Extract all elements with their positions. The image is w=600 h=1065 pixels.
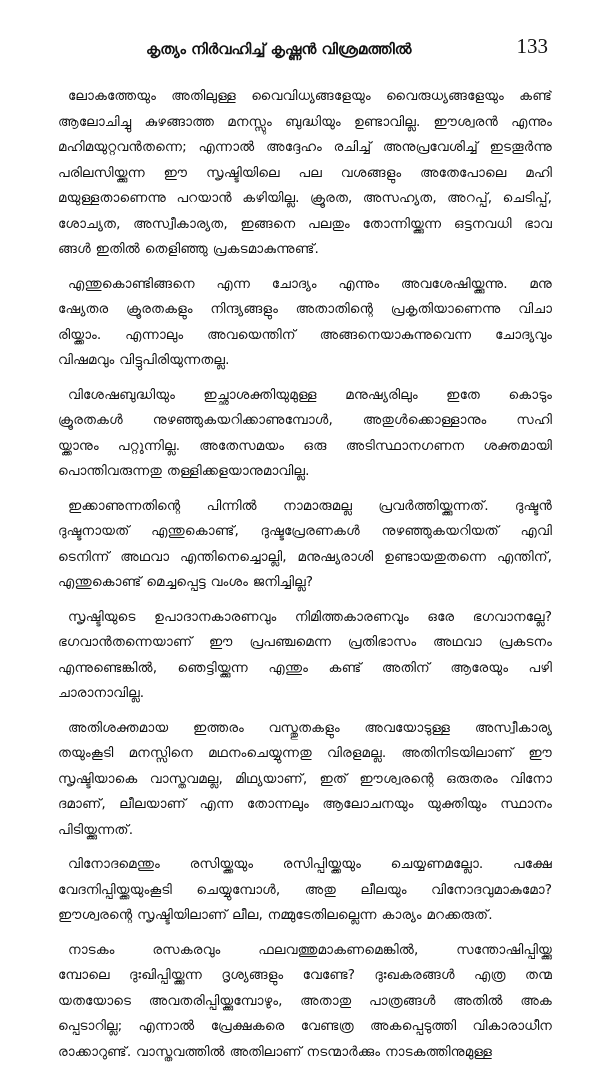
text-line: ങ്ങൾ ഇതിൽ തെളിഞ്ഞു പ്രകടമാകുന്നുണ്ട്. [58,237,552,263]
running-header [58,28,552,72]
text-line: ലോകത്തേയും അതിലുള്ള വൈവിധ്യങ്ങളേയും വൈരുധ്യങ്ങളേയും കണ്ട് [58,84,552,110]
text-line: ഈശ്വരന്റെ സൃഷ്ടിയിലാണ് ലീല, നമ്മുടേതിലല്ലെന്ന കാര്യം മറക്കരുത്. [58,903,552,929]
text-line: ഷ്യേതര ക്രൂരതകളും നിന്ദ്യങ്ങളും അതാതിന്റെ പ്രകൃതിയാണെന്നു വിചാ [58,297,552,323]
text-line: വിനോദമെന്തും രസിയ്ക്കയും രസിപ്പിയ്ക്കയും ചെയ്യണമല്ലോ. പക്ഷേ [58,852,552,878]
paragraph [58,716,552,844]
text-line: ചാരാനാവില്ല. [58,681,552,707]
text-line: പൊന്തിവരുന്നതു തള്ളിക്കളയാനുമാവില്ല. [58,459,552,485]
text-line: രിയ്ക്കാം. എന്നാലും അവയെന്തിന് അങ്ങനെയാകുന്നുവെന്ന ചോദ്യവും [58,323,552,349]
text-line: തയുംകൂടി മനസ്സിനെ മഥനംചെയ്യുന്നതു വിരളമല്ല. അതിനിടയിലാണ് ഈ [58,741,552,767]
text-line: ടെനിന്ന് അഥവാ എന്തിനെച്ചൊല്ലി, മനുഷ്യരാശി ഉണ്ടായതുതന്നെ എന്തിന്, [58,545,552,571]
text-line: ദുഷ്ടനായത് എന്തുകൊണ്ട്, ദുഷ്ടപ്രേരണകൾ നുഴഞ്ഞുകയറിയത് എവി [58,519,552,545]
text-line: എന്തുകൊണ്ട് മെച്ചപ്പെട്ട വംശം ജനിച്ചില്ല? [58,570,552,596]
paragraph [58,383,552,485]
text-line: ദമാണ്, ലീലയാണ് എന്ന തോന്നലും ആലോചനയും യുക്തിയും സ്ഥാനം [58,792,552,818]
paragraph [58,272,552,374]
text-line: നാടകം രസകരവും ഫലവത്തുമാകണമെങ്കിൽ, സന്തോഷിപ്പിയ്ക്കു [58,938,552,964]
text-line: മഹിമയുറ്റവൻതന്നെ; എന്നാൽ അദ്ദേഹം രചിച്ച് അനുപ്രവേശിച്ച് ഇടതൂർന്നു [58,135,552,161]
text-line: വിശേഷബുദ്ധിയും ഇച്ഛാശക്തിയുമുള്ള മനുഷ്യരിലും ഇതേ കൊടും [58,383,552,409]
text-line: രാക്കാറുണ്ട്. വാസ്തവത്തിൽ അതിലാണ് നടന്മാർക്കും നാടകത്തിനുമുള്ള [58,1040,552,1065]
text-line: ആലോചിച്ചു കുഴങ്ങാത്ത മനസ്സും ബുദ്ധിയും ഉണ്ടാവില്ല. ഈശ്വരൻ എന്നും [58,110,552,136]
text-line: എന്നുണ്ടെങ്കിൽ, ഞെട്ടിയ്ക്കുന്ന എന്തും കണ്ട് അതിന് ആരേയും പഴി [58,656,552,682]
text-line: വേദനിപ്പിയ്ക്കയുംകൂടി ചെയ്യുമ്പോൾ, അതു ലീലയും വിനോദവുമാകുമോ? [58,878,552,904]
text-line: പിടിയ്ക്കുന്നത്. [58,818,552,844]
text-line: ശോച്യത, അസ്വീകാര്യത, ഇങ്ങനെ പലതും തോന്നിയ്ക്കുന്ന ഒട്ടനവധി ഭാവ [58,212,552,238]
paragraph [58,494,552,596]
text-line: മയുള്ളതാണെന്നു പറയാൻ കഴിയില്ല. ക്രൂരത, അസഹ്യത, അറപ്പ്, ചെടിപ്പ്, [58,186,552,212]
text-line: എന്തുകൊണ്ടിങ്ങനെ എന്ന ചോദ്യം എന്നും അവശേഷിയ്ക്കുന്നു. മനു [58,272,552,298]
paragraph [58,84,552,263]
text-line: സൃഷ്ടിയാകെ വാസ്തവമല്ല, മിഥ്യയാണ്, ഇത് ഈശ്വരന്റെ ഒരുതരം വിനോ [58,767,552,793]
paragraph [58,852,552,929]
text-line: ഭഗവാൻതന്നെയാണ് ഈ പ്രപഞ്ചമെന്ന പ്രതിഭാസം അഥവാ പ്രകടനം [58,630,552,656]
text-line: ക്രൂരതകൾ നുഴഞ്ഞുകയറിക്കാണുമ്പോൾ, അതുൾക്കൊള്ളാനും സഹി [58,408,552,434]
text-line: അതിശക്തമായ ഇത്തരം വസ്തുതകളും അവയോടുള്ള അസ്വീകാര്യ [58,716,552,742]
text-line: പരിലസിയ്ക്കുന്ന ഈ സൃഷ്ടിയിലെ പല വശങ്ങളും അതേപോലെ മഹി [58,161,552,187]
body-text [58,84,552,1065]
text-line: ഇക്കാണുന്നതിന്റെ പിന്നിൽ നാമാരുമല്ല പ്രവർത്തിയ്ക്കുന്നത്. ദുഷ്ടൻ [58,494,552,520]
text-line: മ്പോലെ ദുഃഖിപ്പിയ്ക്കുന്ന ദൃശ്യങ്ങളും വേണ്ടേ? ദുഃഖകരങ്ങൾ എത്ര തന്മ [58,963,552,989]
text-line: യതയോടെ അവതരിപ്പിയ്ക്കുമ്പോഴും, അതാതു പാത്രങ്ങൾ അതിൽ അക [58,989,552,1015]
page-number: 133 [517,34,549,59]
paragraph [58,605,552,707]
text-line: സൃഷ്ടിയുടെ ഉപാദാനകാരണവും നിമിത്തകാരണവും ഒരേ ഭഗവാനല്ലേ? [58,605,552,631]
text-line: വിഷമവും വിട്ടുപിരിയുന്നതല്ല. [58,348,552,374]
text-line: യ്ക്കാനും പറ്റുന്നില്ല. അതേസമയം ഒരു അടിസ്ഥാനഗണന ശക്തമായി [58,434,552,460]
running-title: കൃത്യം നിർവഹിച്ച് കൃഷ്ണൻ വിശ്രമത്തിൽ [146,40,411,58]
text-line: പ്പെടാറില്ല; എന്നാൽ പ്രേക്ഷകരെ വേണ്ടത്ര അകപ്പെടുത്തി വികാരാധീന [58,1014,552,1040]
paragraph [58,938,552,1065]
